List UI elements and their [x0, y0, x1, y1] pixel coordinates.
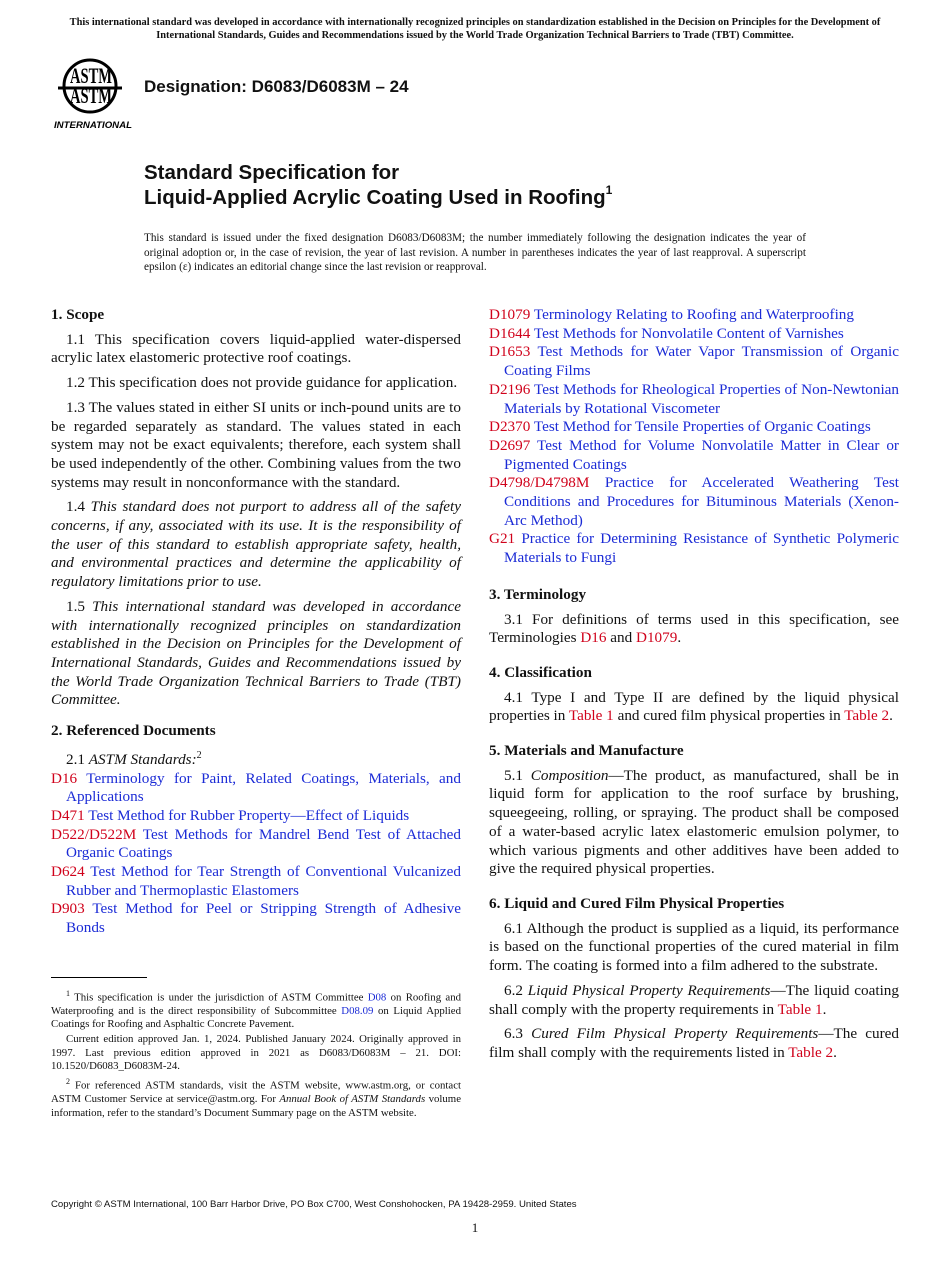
footnote-mark: 2	[196, 749, 202, 761]
properties-6-2	[489, 982, 899, 1019]
page-number: 1	[471, 1220, 479, 1235]
para-text: —The cured film shall comply with the requirements listed in	[489, 1025, 899, 1061]
footnote-text: This specification is under the jurisdiction of ASTM Committee	[74, 991, 368, 1004]
materials-5-1	[489, 767, 899, 879]
section-heading-properties: 6. Liquid and Cured Film Physical Properties	[489, 894, 785, 912]
reference-title-link[interactable]: Test Methods for Rheological Properties of Non-Newtonian Materials by Rotational Viscometer	[504, 380, 899, 417]
properties-6-3	[489, 1025, 899, 1062]
para-text: .	[822, 1000, 827, 1018]
reference-code-link[interactable]: D522/D522M	[51, 825, 137, 843]
reference-code-link[interactable]: D2697	[489, 436, 531, 454]
reference-item	[51, 826, 461, 863]
footnote-text: on Liquid Applied Coatings for Roofing and Asphaltic Concrete Pavement.	[51, 1004, 461, 1031]
reference-code-link[interactable]: D624	[51, 863, 85, 881]
reference-code-link[interactable]: D1653	[489, 343, 531, 361]
para-italic: This international standard was developed in accordance with internationally recognized principles on standardization established in the Decision on Principles for the Development of International Standards, Guides and Recommendations issued by the World Trade Organization Technical Barriers to Trade (TBT) Committee.	[51, 597, 462, 709]
footnote-italic: Annual Book of ASTM Standards	[279, 1093, 426, 1106]
para-italic: Liquid Physical Property Requirements	[527, 981, 771, 999]
reference-title-link[interactable]: Test Methods for Nonvolatile Content of Varnishes	[533, 324, 844, 342]
reference-item	[489, 437, 899, 474]
reference-item	[489, 381, 899, 418]
section-heading-terminology: 3. Terminology	[489, 585, 587, 603]
table-2-link[interactable]: Table 2	[844, 707, 890, 725]
section-heading-classification: 4. Classification	[489, 663, 592, 681]
reference-code-link[interactable]: D2370	[489, 418, 531, 436]
reference-item	[51, 807, 461, 826]
reference-title-link[interactable]: Test Methods for Mandrel Bend Test of Attached Organic Coatings	[66, 825, 461, 862]
para-italic: Composition	[530, 766, 609, 784]
footnote-text: For referenced ASTM standards, visit the ASTM website, www.astm.org, or contact ASTM Customer Service at service@astm.org. For	[51, 1079, 461, 1106]
reference-code-link[interactable]: G21	[489, 530, 516, 548]
para-text: —The product, as manufactured, shall be in liquid form for application to the roof surface by brushing, squeegeeing, rolling, or spraying. The product shall be composed of a water-based acrylic latex elastomeric emulsion polymer, to which various pigments and other additives have been added to give the required physical properties.	[489, 766, 900, 878]
footnote-text: on Roofing and Waterproofing and is the direct responsibility of Subcommittee	[51, 991, 461, 1017]
table-2-link[interactable]: Table 2	[788, 1043, 834, 1061]
reference-item	[489, 418, 899, 437]
para-number: 2.1	[66, 750, 85, 768]
footnote-text: volume information, refer to the standard’s Document Summary page on the ASTM website.	[51, 1093, 461, 1119]
title-line-1: Standard Specification for	[144, 161, 400, 184]
properties-6-1: 6.1 Although the product is supplied as a liquid, its performance is based on the functional properties of the cured material in film form. The coating is formed into a film adhered to the substrate.	[489, 919, 899, 975]
ref-link-d1079[interactable]: D1079	[636, 629, 678, 647]
reference-title-link[interactable]: Terminology Relating to Roofing and Waterproofing	[533, 306, 854, 323]
para-number: 5.1	[504, 766, 523, 784]
para-text: .	[889, 707, 893, 725]
para-number: 6.2	[504, 981, 523, 999]
reference-code-link[interactable]: D1079	[489, 306, 531, 323]
para-text: and	[606, 629, 636, 647]
svg-text:ASTM: ASTM	[70, 63, 113, 88]
reference-title-link[interactable]: Test Method for Rubber Property—Effect of Liquids	[88, 806, 410, 824]
para-text: 4.1 Type I and Type II are defined by the liquid physical properties in	[489, 688, 899, 725]
reference-code-link[interactable]: D1644	[489, 324, 531, 342]
section-heading-materials: 5. Materials and Manufacture	[489, 742, 684, 760]
tbt-notice: This international standard was developed in accordance with internationally recognized principles on standardization established in the Decision on Principles for the Development of International Standards, Guides and Recommendations issued by the World Trade Organization Technical Barriers to Trade (TBT) Committee.	[69, 17, 881, 41]
scope-1-1: 1.1 This specification covers liquid-applied water-dispersed acrylic latex elastomeric protective roof coatings.	[51, 330, 461, 367]
logo-text: INTERNATIONAL	[54, 120, 133, 131]
reference-code-link[interactable]: D903	[51, 900, 85, 918]
reference-title-link[interactable]: Test Method for Tear Strength of Conventional Vulcanized Rubber and Thermoplastic Elastomers	[66, 863, 462, 899]
reference-item	[489, 306, 899, 325]
para-number: 1.4	[66, 498, 85, 516]
copyright: Copyright © ASTM International, 100 Barr Harbor Drive, PO Box C700, West Conshohocken, PA 19428-2959. United States	[51, 1199, 577, 1210]
para-number: 6.3	[504, 1025, 523, 1043]
reference-title-link[interactable]: Practice for Accelerated Weathering Test Conditions and Procedures for Bituminous Materials (Xenon-Arc Method)	[504, 474, 900, 529]
reference-item	[489, 325, 899, 344]
reference-code-link[interactable]: D471	[51, 806, 85, 824]
scope-1-2: 1.2 This specification does not provide guidance for application.	[66, 374, 458, 392]
title-line-2	[144, 185, 612, 210]
para-number: 1.5	[66, 597, 85, 615]
reference-title-link[interactable]: Terminology for Paint, Related Coatings, Materials, and Applications	[66, 769, 461, 806]
reference-title-link[interactable]: Test Method for Tensile Properties of Organic Coatings	[533, 418, 871, 436]
astm-logo-mark	[52, 56, 136, 132]
title-text: Liquid-Applied Acrylic Coating Used in Roofing	[144, 186, 606, 209]
terminology-3-1	[489, 611, 899, 648]
para-text: and cured film physical properties in	[613, 707, 845, 725]
reference-title-link[interactable]: Test Methods for Water Vapor Transmission of Organic Coating Films	[504, 343, 899, 380]
scope-1-4	[51, 498, 461, 592]
reference-list-left	[51, 770, 461, 938]
footnote-1	[51, 987, 461, 1031]
para-italic: Cured Film Physical Property Requirements	[531, 1025, 819, 1043]
section-heading-referenced: 2. Referenced Documents	[51, 722, 216, 740]
para-text: 3.1 For definitions of terms used in this specification, see Terminologies	[489, 610, 899, 647]
table-1-link[interactable]: Table 1	[777, 1000, 823, 1018]
designation: Designation: D6083/D6083M – 24	[144, 77, 409, 96]
fixed-designation-note: This standard is issued under the fixed designation D6083/D6083M; the number immediately following the designation indicates the year of original adoption or, in the case of revision, the year of last revision. A number in parentheses indicates the year of last reapproval. A superscript epsilon (ε) indicates an editorial change since the last revision or reapproval.	[144, 232, 806, 273]
document-title	[144, 160, 612, 210]
reference-title-link[interactable]: Test Method for Volume Nonvolatile Matter in Clear or Pigmented Coatings	[504, 436, 899, 473]
footnotes	[51, 987, 461, 1122]
astm-standards-sub	[51, 747, 461, 770]
astm-logo	[52, 56, 136, 132]
footnote-rule	[51, 977, 147, 978]
left-column	[51, 306, 461, 938]
astm-standards-label: ASTM Standards:	[88, 750, 197, 768]
scope-1-5	[51, 598, 461, 710]
footnote-mark: 1	[66, 989, 70, 998]
para-text: .	[833, 1043, 837, 1061]
scope-1-3: 1.3 The values stated in either SI units or inch-pound units are to be regarded separately as standard. The values stated in each system may not be exact equivalents; therefore, each system shall be used independently of the other. Combining values from the two systems may result in nonconformance with the standard.	[51, 398, 461, 491]
reference-item	[489, 530, 899, 567]
footnote-2	[51, 1075, 461, 1119]
reference-title-link[interactable]: Practice for Determining Resistance of Synthetic Polymeric Materials to Fungi	[504, 530, 899, 567]
section-heading-scope: 1. Scope	[51, 306, 105, 323]
reference-code-link[interactable]: D4798/D4798M	[489, 474, 590, 492]
right-column	[489, 306, 899, 1069]
reference-item	[489, 474, 899, 530]
committee-link[interactable]: D08	[367, 991, 387, 1004]
footnote-mark: 2	[66, 1077, 70, 1087]
title-footnote-mark: 1	[605, 183, 613, 198]
table-1-link[interactable]: Table 1	[568, 707, 614, 725]
para-italic: This standard does not purport to address all of the safety concerns, if any, associated with its use. It is the responsibility of the user of this standard to establish appropriate safety, health, and environmental practices and determine the applicability of regulatory limitations prior to use.	[51, 498, 462, 591]
reference-item	[51, 770, 461, 807]
reference-code-link[interactable]: D16	[51, 769, 78, 787]
reference-item	[489, 343, 899, 380]
reference-title-link[interactable]: Test Method for Peel or Stripping Strength of Adhesive Bonds	[66, 900, 461, 937]
ref-link-d16[interactable]: D16	[580, 629, 607, 647]
reference-code-link[interactable]: D2196	[489, 380, 531, 398]
svg-text:ASTM: ASTM	[70, 83, 113, 108]
para-text: .	[677, 629, 682, 647]
footnote-1-edition: Current edition approved Jan. 1, 2024. Published January 2024. Originally approved in 1997. Last previous edition approved in 2021 as D6083/D6083M – 21. DOI: 10.1520/D6083_D6083M-24.	[51, 1033, 461, 1073]
para-text: —The liquid coating shall comply with the property requirements in	[489, 981, 899, 1018]
reference-item	[51, 900, 461, 937]
reference-list-right	[489, 306, 899, 568]
reference-item	[51, 863, 461, 900]
subcommittee-link[interactable]: D08.09	[341, 1004, 374, 1017]
classification-4-1	[489, 689, 899, 726]
